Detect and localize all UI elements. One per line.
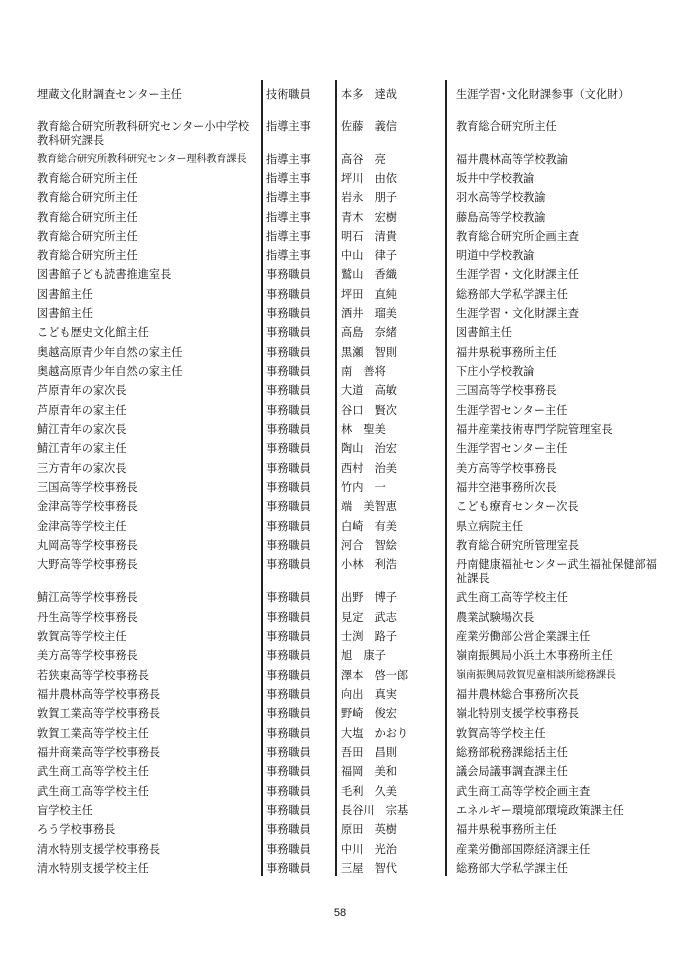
previous-post: 議会局議事調査課主任 [456,765,568,778]
person-name: 出野 博子 [341,591,397,604]
previous-post: 総務部大学私学課主任 [456,862,568,875]
job-type: 指導主事 [266,211,311,224]
previous-post: 敦賀高等学校主任 [456,727,546,740]
person-name: 端 美智恵 [341,500,397,513]
column-divider-3 [445,80,447,876]
job-type: 事務職員 [266,862,311,875]
previous-post: 生涯学習センター主任 [456,404,568,417]
job-type: 事務職員 [266,765,311,778]
person-name: 向出 真実 [341,688,397,701]
new-post: 奥越高原青少年自然の家主任 [37,346,183,359]
new-post: 清水特別支援学校主任 [37,862,149,875]
job-type: 事務職員 [266,804,311,817]
previous-post: 生涯学習･文化財課参事（文化財） [456,88,630,101]
new-post: 教育総合研究所主任 [37,230,138,243]
person-name: 酒井 瑠美 [341,307,397,320]
person-name: 中山 律子 [341,249,397,262]
previous-post: 藤島高等学校教諭 [456,211,546,224]
previous-post: 図書館主任 [456,326,512,339]
previous-post: 明道中学校教諭 [456,249,535,262]
person-name: 吾田 昌則 [341,746,397,759]
person-name: 澤本 啓一郎 [341,669,409,682]
page-number: 58 [333,907,347,919]
job-type: 事務職員 [266,268,311,281]
previous-post: 嶺北特別支援学校事務長 [456,707,580,720]
new-post: 盲学校主任 [37,804,93,817]
person-name: 高島 奈緒 [341,326,397,339]
new-post: 金津高等学校主任 [37,520,127,533]
previous-post: 生涯学習センター主任 [456,442,568,455]
job-type: 事務職員 [266,649,311,662]
person-name: 旭 康子 [341,649,386,662]
person-name: 本多 達哉 [341,88,397,101]
job-type: 指導主事 [266,153,311,166]
new-post: 教育総合研究所教科研究センター理科教育課長 [37,154,247,165]
person-name: 福岡 美和 [341,765,397,778]
new-post: 奥越高原青少年自然の家主任 [37,365,183,378]
new-post: 教育総合研究所教科研究センター小中学校教科研究課長 [37,120,250,147]
previous-post: 嶺南振興局小浜土木事務所主任 [456,649,613,662]
person-name: 谷口 賢次 [341,404,397,417]
person-name: 黒瀬 智則 [341,346,397,359]
person-name: 長谷川 宗基 [341,804,409,817]
new-post: 図書館主任 [37,288,93,301]
new-post: 図書館主任 [37,307,93,320]
previous-post: 生涯学習・文化財課主査 [456,307,580,320]
new-post: 鯖江青年の家主任 [37,442,127,455]
new-post: 教育総合研究所主任 [37,191,138,204]
person-name: 西村 治美 [341,462,397,475]
job-type: 事務職員 [266,630,311,643]
previous-post: 武生商工高等学校企画主査 [456,785,591,798]
job-type: 事務職員 [266,481,311,494]
job-type: 事務職員 [266,746,311,759]
new-post: 丸岡高等学校事務長 [37,539,138,552]
column-divider-1 [261,80,263,876]
job-type: 事務職員 [266,669,311,682]
previous-post: 教育総合研究所企画主査 [456,230,580,243]
previous-post: 武生商工高等学校主任 [456,591,568,604]
job-type: 事務職員 [266,707,311,720]
person-name: 野崎 俊宏 [341,707,397,720]
job-type: 事務職員 [266,423,311,436]
person-name: 佐藤 義信 [341,120,397,133]
person-name: 岩永 朋子 [341,191,397,204]
person-name: 陶山 治宏 [341,442,397,455]
new-post: 三方青年の家次長 [37,462,127,475]
previous-post: 教育総合研究所管理室長 [456,539,580,552]
job-type: 指導主事 [266,191,311,204]
previous-post: 教育総合研究所主任 [456,120,557,133]
new-post: 武生商工高等学校主任 [37,785,149,798]
job-type: 事務職員 [266,346,311,359]
job-type: 指導主事 [266,172,311,185]
person-name: 見定 武志 [341,611,397,624]
new-post: 福井商業高等学校事務長 [37,746,161,759]
person-name: 毛利 久美 [341,785,397,798]
new-post: 大野高等学校事務長 [37,558,138,571]
new-post: 金津高等学校事務長 [37,500,138,513]
person-name: 原田 英樹 [341,823,397,836]
person-name: 高谷 亮 [341,153,386,166]
previous-post: 総務部大学私学課主任 [456,288,568,301]
previous-post: 羽水高等学校教諭 [456,191,546,204]
person-name: 坪田 直純 [341,288,397,301]
previous-post: 福井農林高等学校教諭 [456,153,568,166]
previous-post: 美方高等学校事務長 [456,462,557,475]
job-type: 指導主事 [266,230,311,243]
previous-post: こども療育センター次長 [456,500,579,513]
previous-post: エネルギー環境部環境政策課主任 [456,804,624,817]
new-post: 若狭東高等学校事務長 [37,669,149,682]
previous-post: 福井農林総合事務所次長 [456,688,580,701]
job-type: 事務職員 [266,843,311,856]
person-name: 坪川 由依 [341,172,397,185]
new-post: 丹生高等学校事務長 [37,611,138,624]
person-name: 林 聖美 [341,423,386,436]
new-post: 鯖江高等学校事務長 [37,591,138,604]
job-type: 事務職員 [266,558,311,571]
person-name: 中川 光治 [341,843,397,856]
person-name: 河合 智絵 [341,539,397,552]
new-post: 教育総合研究所主任 [37,172,138,185]
job-type: 事務職員 [266,539,311,552]
job-type: 事務職員 [266,500,311,513]
new-post: 敦賀工業高等学校事務長 [37,707,161,720]
person-name: 大塩 かおり [341,727,409,740]
job-type: 事務職員 [266,404,311,417]
job-type: 事務職員 [266,520,311,533]
person-name: 明石 清貴 [341,230,397,243]
person-name: 大道 高敏 [341,384,397,397]
person-name: 青木 宏樹 [341,211,397,224]
person-name: 南 善将 [341,365,386,378]
person-name: 士渕 路子 [341,630,397,643]
job-type: 事務職員 [266,384,311,397]
previous-post: 丹南健康福祉センター武生福祉保健部福祉課長 [456,558,657,585]
new-post: ろう学校事務長 [37,823,116,836]
job-type: 事務職員 [266,727,311,740]
previous-post: 嶺南振興局敦賀児童相談所総務課長 [456,670,616,681]
job-type: 技術職員 [266,88,311,101]
person-name: 三屋 智代 [341,862,397,875]
job-type: 事務職員 [266,688,311,701]
previous-post: 生涯学習・文化財課主任 [456,268,580,281]
new-post: こども歴史文化館主任 [37,326,149,339]
previous-post: 下庄小学校教論 [456,365,535,378]
new-post: 敦賀工業高等学校主任 [37,727,149,740]
previous-post: 総務部税務課総括主任 [456,746,568,759]
previous-post: 福井県税事務所主任 [456,823,557,836]
previous-post: 産業労働部公営企業課主任 [456,630,591,643]
new-post: 武生商工高等学校主任 [37,765,149,778]
job-type: 指導主事 [266,249,311,262]
previous-post: 農業試験場次長 [456,611,535,624]
previous-post: 福井県税事務所主任 [456,346,557,359]
person-name: 竹内 一 [341,481,386,494]
previous-post: 県立病院主任 [456,520,524,533]
job-type: 事務職員 [266,442,311,455]
column-divider-2 [335,80,337,876]
new-post: 芦原青年の家主任 [37,404,127,417]
person-name: 小林 利浩 [341,558,397,571]
job-type: 事務職員 [266,462,311,475]
job-type: 事務職員 [266,365,311,378]
new-post: 教育総合研究所主任 [37,249,138,262]
person-name: 鷲山 香織 [341,268,397,281]
previous-post: 坂井中学校教諭 [456,172,535,185]
new-post: 埋蔵文化財調査センター主任 [37,88,182,101]
new-post: 美方高等学校事務長 [37,649,138,662]
job-type: 事務職員 [266,326,311,339]
job-type: 事務職員 [266,288,311,301]
new-post: 教育総合研究所主任 [37,211,138,224]
job-type: 事務職員 [266,611,311,624]
job-type: 事務職員 [266,591,311,604]
previous-post: 産業労働部国際経済課主任 [456,843,591,856]
new-post: 芦原青年の家次長 [37,384,127,397]
previous-post: 福井産業技術専門学院管理室長 [456,423,613,436]
job-type: 事務職員 [266,307,311,320]
previous-post: 三国高等学校事務長 [456,384,557,397]
new-post: 敦賀高等学校主任 [37,630,127,643]
new-post: 三国高等学校事務長 [37,481,138,494]
new-post: 図書館子ども読書推進室長 [37,268,172,281]
job-type: 指導主事 [266,120,311,133]
new-post: 清水特別支援学校事務長 [37,843,161,856]
job-type: 事務職員 [266,823,311,836]
new-post: 福井農林高等学校事務長 [37,688,161,701]
new-post: 鯖江青年の家次長 [37,423,127,436]
previous-post: 福井空港事務所次長 [456,481,557,494]
person-name: 白崎 有美 [341,520,397,533]
job-type: 事務職員 [266,785,311,798]
